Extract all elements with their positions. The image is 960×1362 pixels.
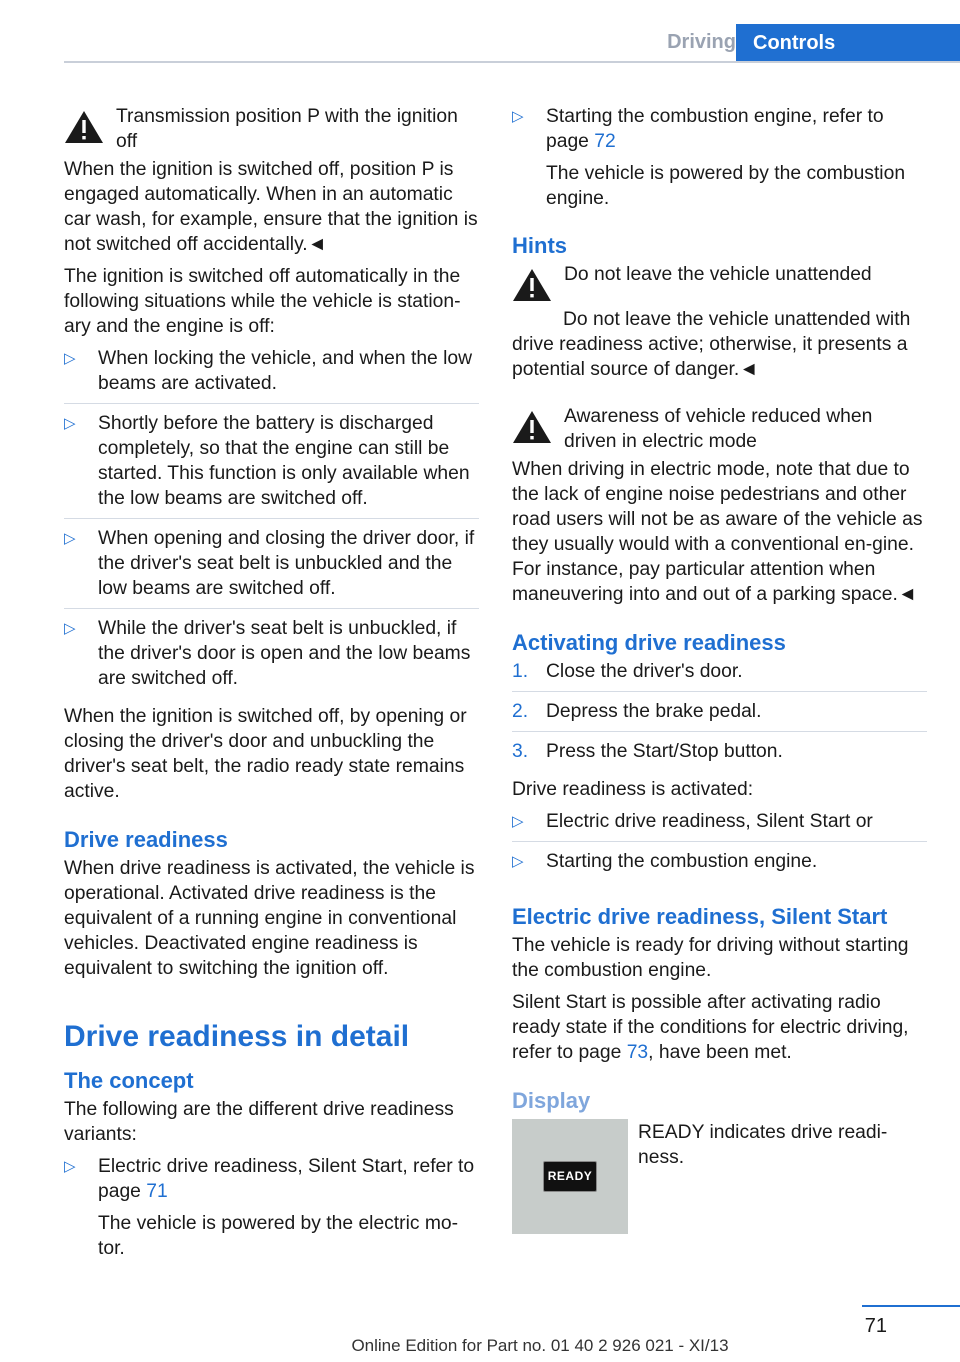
triangle-bullet-icon: ▷ <box>64 1158 76 1175</box>
footer-rule <box>862 1305 960 1307</box>
list-item-text: While the driver's seat belt is unbuckled, if the driver's door is open and the low beams are switched off. <box>98 618 471 689</box>
triangle-bullet-icon: ▷ <box>512 813 524 830</box>
warning-block-electric-awareness <box>512 404 927 454</box>
variants-list-continued <box>512 104 927 218</box>
list-item <box>64 1154 479 1268</box>
list-item-text: Starting the combustion engine. <box>546 851 818 872</box>
ready-badge: READY <box>543 1161 598 1192</box>
list-item <box>64 411 479 519</box>
list-item <box>512 809 927 842</box>
list-item-text: Electric drive readiness, Silent Start or <box>546 811 873 832</box>
list-item <box>512 104 927 218</box>
warning-triangle-icon <box>512 262 564 302</box>
activated-text: Drive readiness is activated: <box>512 779 754 800</box>
list-item <box>512 849 927 881</box>
chapter-tab-controls: Controls <box>736 24 960 63</box>
heading-electric-drive-readiness: Electric drive readiness, Silent Start <box>512 904 888 929</box>
triangle-bullet-icon: ▷ <box>512 108 524 125</box>
list-item <box>64 346 479 404</box>
step-text: Press the Start/Stop button. <box>546 741 783 762</box>
activated-list <box>512 809 927 881</box>
electric-text-2-suffix: , have been met. <box>648 1042 792 1063</box>
list-item-text <box>98 1154 479 1261</box>
triangle-bullet-icon: ▷ <box>64 530 76 547</box>
variant-text: Electric drive readiness, Silent Start, refer to page <box>98 1156 475 1202</box>
header-rule <box>64 61 960 63</box>
left-column <box>64 104 479 1274</box>
heading-display: Display <box>512 1088 591 1113</box>
display-row <box>512 1119 927 1234</box>
list-item <box>64 526 479 609</box>
variant-extra: The vehicle is powered by the electric mo‐tor. <box>98 1213 459 1259</box>
triangle-bullet-icon: ▷ <box>64 620 76 637</box>
list-item-text: When locking the vehicle, and when the low beams are activated. <box>98 348 473 394</box>
warning-title: Transmission position P with the ignition off <box>116 106 458 152</box>
variants-list <box>64 1154 479 1268</box>
page-link-71[interactable]: 71 <box>146 1181 168 1202</box>
heading-hints: Hints <box>512 233 567 258</box>
right-column <box>512 104 927 1234</box>
step-number: 1. <box>512 661 529 682</box>
step-item <box>512 699 927 732</box>
list-item-text: Shortly before the battery is discharged completely, so that the engine can still be started. This function is only available when the low beams are switched off. <box>98 413 470 509</box>
page-number: 71 <box>864 1315 887 1337</box>
warning-title: Awareness of vehicle reduced when driven in electric mode <box>564 406 873 452</box>
warning-triangle-icon <box>512 404 564 454</box>
variant-text: Starting the combustion engine, refer to page <box>546 106 884 152</box>
step-number: 2. <box>512 701 529 722</box>
electric-text-2 <box>512 990 927 1065</box>
warning-triangle-icon <box>64 104 116 154</box>
display-text: READY indicates drive readi‐ness. <box>638 1122 888 1168</box>
heading-activating-drive-readiness: Activating drive readiness <box>512 630 786 655</box>
step-item <box>512 659 927 692</box>
step-number: 3. <box>512 741 529 762</box>
variant-extra: The vehicle is powered by the combustion engine. <box>546 163 906 209</box>
step-text: Depress the brake pedal. <box>546 701 762 722</box>
list-item-text <box>546 104 927 211</box>
radio-ready-text: When the ignition is switched off, by opening or closing the driver's door and unbuckling the driver's seat belt, the radio ready state remains active. <box>64 706 467 802</box>
warning-block-transmission <box>64 104 479 154</box>
activation-steps <box>512 659 927 771</box>
concept-text: The following are the different drive readiness variants: <box>64 1099 454 1145</box>
heading-the-concept: The concept <box>64 1068 194 1093</box>
auto-off-list <box>64 346 479 698</box>
triangle-bullet-icon: ▷ <box>64 415 76 432</box>
edition-footer: Online Edition for Part no. 01 40 2 926 021 - XI/13 <box>351 1336 729 1355</box>
warning-text: Do not leave the vehicle unattended with drive readiness active; otherwise, it presents a potential source of danger.◄ <box>512 309 911 380</box>
page-link-73[interactable]: 73 <box>626 1042 649 1063</box>
page-link-72[interactable]: 72 <box>594 131 616 152</box>
electric-text-1: The vehicle is ready for driving without starting the combustion engine. <box>512 935 909 981</box>
step-text: Close the driver's door. <box>546 661 743 682</box>
triangle-bullet-icon: ▷ <box>64 350 76 367</box>
heading-drive-readiness-detail: Drive readiness in detail <box>64 1020 410 1053</box>
drive-readiness-text: When drive readiness is activated, the vehicle is operational. Activated drive readiness is the equivalent of a running engine in conventional vehicles. Deactivated engine readiness is equivalent to switching the ignition off. <box>64 858 475 979</box>
warning-block-unattended <box>512 262 927 302</box>
electric-text-2-prefix: Silent Start is possible after activating radio ready state if the conditions for electric driving, refer to page <box>512 992 909 1063</box>
step-item <box>512 739 927 771</box>
heading-drive-readiness: Drive readiness <box>64 827 228 852</box>
section-tab-driving: Driving <box>667 31 736 53</box>
auto-off-intro: The ignition is switched off automatically in the following situations while the vehicle is station‐ary and the engine is off: <box>64 266 461 337</box>
ready-indicator-image <box>512 1119 628 1234</box>
warning-text: When driving in electric mode, note that due to the lack of engine noise pedestrians and other road users will not be as aware of the vehicle as they usually would with a conventional en‐gine. For instance, pay particular attention when maneuvering into and out of a parking space.◄ <box>512 459 923 605</box>
triangle-bullet-icon: ▷ <box>512 853 524 870</box>
list-item <box>64 616 479 698</box>
list-item-text: When opening and closing the driver door, if the driver's seat belt is unbuckled and the low beams are switched off. <box>98 528 475 599</box>
warning-text: When the ignition is switched off, position P is engaged automatically. When in an automatic car wash, for example, ensure that the ignition is not switched off accidentally.◄ <box>64 159 478 255</box>
warning-title: Do not leave the vehicle unattended <box>564 264 872 285</box>
